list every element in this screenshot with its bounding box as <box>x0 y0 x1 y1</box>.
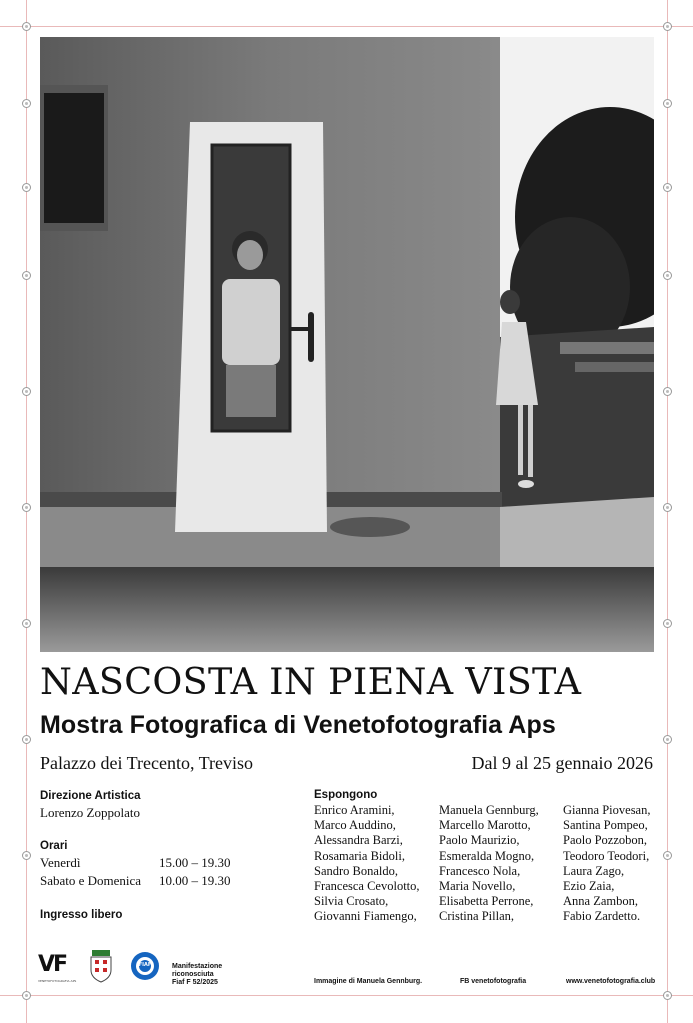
list-item: Silvia Crosato, <box>314 894 389 909</box>
list-item: Marco Auddino, <box>314 818 396 833</box>
event-venue: Palazzo dei Trecento, Treviso <box>40 753 253 773</box>
list-item: Esmeralda Mogno, <box>439 848 535 863</box>
registration-mark-icon <box>22 183 31 192</box>
list-item: Alessandra Barzi, <box>314 833 403 848</box>
list-item: Elisabetta Perrone, <box>439 894 534 909</box>
registration-mark-icon <box>663 735 672 744</box>
vf-logo-caption: VENETOFOTOGRAFIA APS <box>38 979 77 983</box>
registration-mark-icon <box>22 851 31 860</box>
venetofotografia-logo <box>38 952 77 988</box>
list-item: Rosamaria Bidoli, <box>314 848 405 863</box>
hours-time-1: 15.00 – 19.30 <box>159 855 231 870</box>
registration-mark-icon <box>22 99 31 108</box>
registration-mark-icon <box>22 619 31 628</box>
hours-time-2: 10.00 – 19.30 <box>159 873 231 888</box>
registration-mark-icon <box>663 22 672 31</box>
city-crest-icon <box>86 950 116 984</box>
list-item: Ezio Zaia, <box>563 879 615 894</box>
registration-mark-icon <box>663 503 672 512</box>
photo-girl-behind-glass-door-icon <box>40 37 654 652</box>
list-item: Cristina Pillan, <box>439 909 514 924</box>
registration-mark-icon <box>663 619 672 628</box>
list-item: Francesco Nola, <box>439 863 521 878</box>
entry-label: Ingresso libero <box>40 909 123 921</box>
registration-mark-icon <box>22 271 31 280</box>
exhibitors-column-2 <box>439 803 539 925</box>
list-item: Gianna Piovesan, <box>563 803 651 817</box>
fiaf-recognition <box>172 963 222 987</box>
list-item: Maria Novello, <box>439 879 516 894</box>
list-item: Laura Zago, <box>563 863 625 878</box>
registration-mark-icon <box>663 271 672 280</box>
poster-subtitle: Mostra Fotografica di Venetofotografia Aps <box>40 711 556 739</box>
registration-mark-icon <box>22 991 31 1000</box>
list-item: Manuela Gennburg, <box>439 803 539 817</box>
vf-logo-icon: VF <box>38 952 67 977</box>
list-item: Paolo Pozzobon, <box>563 833 648 848</box>
exhibitors-column-3 <box>563 803 650 925</box>
registration-mark-icon <box>663 183 672 192</box>
facebook-link[interactable]: FB venetofotografia <box>460 978 527 985</box>
registration-mark-icon <box>22 503 31 512</box>
list-item: Francesca Cevolotto, <box>314 879 420 894</box>
recognition-line-2: riconosciuta <box>172 971 214 978</box>
list-item: Enrico Aramini, <box>314 803 395 817</box>
direction-name: Lorenzo Zoppolato <box>40 805 140 820</box>
registration-mark-icon <box>663 99 672 108</box>
registration-mark-icon <box>22 735 31 744</box>
list-item: Sandro Bonaldo, <box>314 863 399 878</box>
list-item: Anna Zambon, <box>563 894 638 909</box>
exhibitors-label: Espongono <box>314 789 378 801</box>
exhibitors-column-1 <box>314 803 420 925</box>
list-item: Fabio Zardetto. <box>563 909 641 924</box>
photo-credit: Immagine di Manuela Gennburg. <box>314 978 423 985</box>
website-link[interactable]: www.venetofotografia.club <box>566 978 656 985</box>
crop-line-top <box>0 26 693 27</box>
direction-label: Direzione Artistica <box>40 790 141 802</box>
crop-line-bottom <box>0 995 693 996</box>
recognition-line-1: Manifestazione <box>172 963 223 970</box>
list-item: Teodoro Teodori, <box>563 848 650 863</box>
registration-mark-icon <box>663 851 672 860</box>
hours-label: Orari <box>40 840 68 852</box>
poster-photograph <box>40 37 654 652</box>
list-item: Santina Pompeo, <box>563 818 648 833</box>
fiaf-logo-text: FIAF <box>138 962 152 968</box>
list-item: Marcello Marotto, <box>439 818 531 833</box>
hours-day-2: Sabato e Domenica <box>40 873 142 888</box>
event-dates: Dal 9 al 25 gennaio 2026 <box>471 753 653 773</box>
registration-mark-icon <box>663 387 672 396</box>
recognition-line-3: Fiaf F 52/2025 <box>172 979 218 986</box>
registration-mark-icon <box>22 22 31 31</box>
fiaf-logo <box>130 951 160 981</box>
poster-title: NASCOSTA IN PIENA VISTA <box>40 660 582 703</box>
list-item: Paolo Maurizio, <box>439 833 520 848</box>
list-item: Giovanni Fiamengo, <box>314 909 417 924</box>
registration-mark-icon <box>663 991 672 1000</box>
registration-mark-icon <box>22 387 31 396</box>
hours-day-1: Venerdì <box>40 855 81 870</box>
